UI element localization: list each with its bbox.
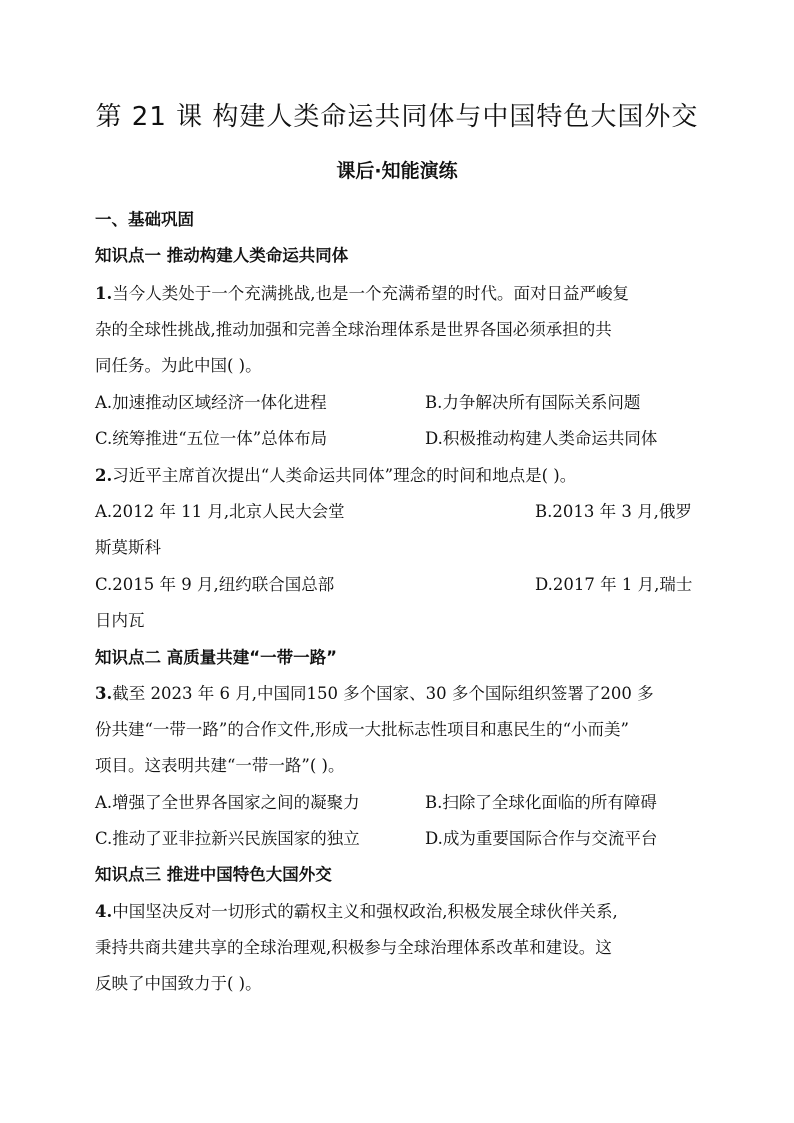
option-b[interactable]: B.力争解决所有国际关系问题	[425, 393, 641, 412]
question-1-text-line-1: 1.当今人类处于一个充满挑战,也是一个充满希望的时代。面对日益严峻复	[95, 284, 629, 303]
section-heading-basic: 一、基础巩固	[95, 210, 194, 229]
option-d-continuation: 日内瓦	[95, 611, 145, 630]
question-4-text-line-1: 4.中国坚决反对一切形式的霸权主义和强权政治,积极发展全球伙伴关系,	[95, 902, 618, 921]
option-d[interactable]: D.成为重要国际合作与交流平台	[425, 829, 658, 848]
page-title: 第 21 课 构建人类命运共同体与中国特色大国外交	[95, 102, 699, 132]
question-4-text-line-2: 秉持共商共建共享的全球治理观,积极参与全球治理体系改革和建设。这	[95, 938, 612, 957]
knowledge-point-2: 知识点二 高质量共建“一带一路”	[95, 648, 337, 667]
page-subtitle: 课后·知能演练	[336, 160, 458, 182]
question-3-options-row-1	[95, 791, 705, 815]
question-number: 1.	[95, 284, 113, 303]
question-1-options-row-1	[95, 391, 705, 415]
option-b[interactable]: B.扫除了全球化面临的所有障碍	[425, 793, 657, 812]
option-d[interactable]: D.2017 年 1 月,瑞士	[535, 575, 693, 594]
question-3-options-row-2	[95, 827, 705, 851]
question-3-text-line-1: 3.截至 2023 年 6 月,中国同150 多个国家、30 多个国际组织签署了200 多	[95, 684, 654, 703]
option-d[interactable]: D.积极推动构建人类命运共同体	[425, 429, 658, 448]
option-a[interactable]: A.2012 年 11 月,北京人民大会堂	[95, 502, 345, 521]
option-b-continuation: 斯莫斯科	[95, 538, 161, 557]
question-1-options-row-2	[95, 427, 705, 451]
knowledge-point-1: 知识点一 推动构建人类命运共同体	[95, 246, 349, 265]
option-b[interactable]: B.2013 年 3 月,俄罗	[535, 502, 692, 521]
option-c[interactable]: C.统筹推进“五位一体”总体布局	[95, 429, 328, 448]
question-number: 3.	[95, 684, 113, 703]
question-number: 2.	[95, 466, 113, 485]
option-a[interactable]: A.加速推动区域经济一体化进程	[95, 393, 327, 412]
question-3-text-line-3: 项目。这表明共建“一带一路”( )。	[95, 756, 345, 775]
option-c[interactable]: C.推动了亚非拉新兴民族国家的独立	[95, 829, 360, 848]
knowledge-point-3: 知识点三 推进中国特色大国外交	[95, 865, 332, 884]
question-number: 4.	[95, 902, 113, 921]
question-1-text-line-2: 杂的全球性挑战,推动加强和完善全球治理体系是世界各国必须承担的共	[95, 320, 612, 339]
question-3-text-line-2: 份共建“一带一路”的合作文件,形成一大批标志性项目和惠民生的“小而美”	[95, 720, 629, 739]
question-1-text-line-3: 同任务。为此中国( )。	[95, 356, 262, 375]
question-2-options-row-1	[95, 500, 705, 524]
question-2-options-row-2	[95, 573, 705, 597]
option-c[interactable]: C.2015 年 9 月,纽约联合国总部	[95, 575, 335, 594]
question-4-text-line-3: 反映了中国致力于( )。	[95, 974, 262, 993]
option-a[interactable]: A.增强了全世界各国家之间的凝聚力	[95, 793, 360, 812]
question-2-text-line-1: 2.习近平主席首次提出“人类命运共同体”理念的时间和地点是( )。	[95, 466, 577, 485]
